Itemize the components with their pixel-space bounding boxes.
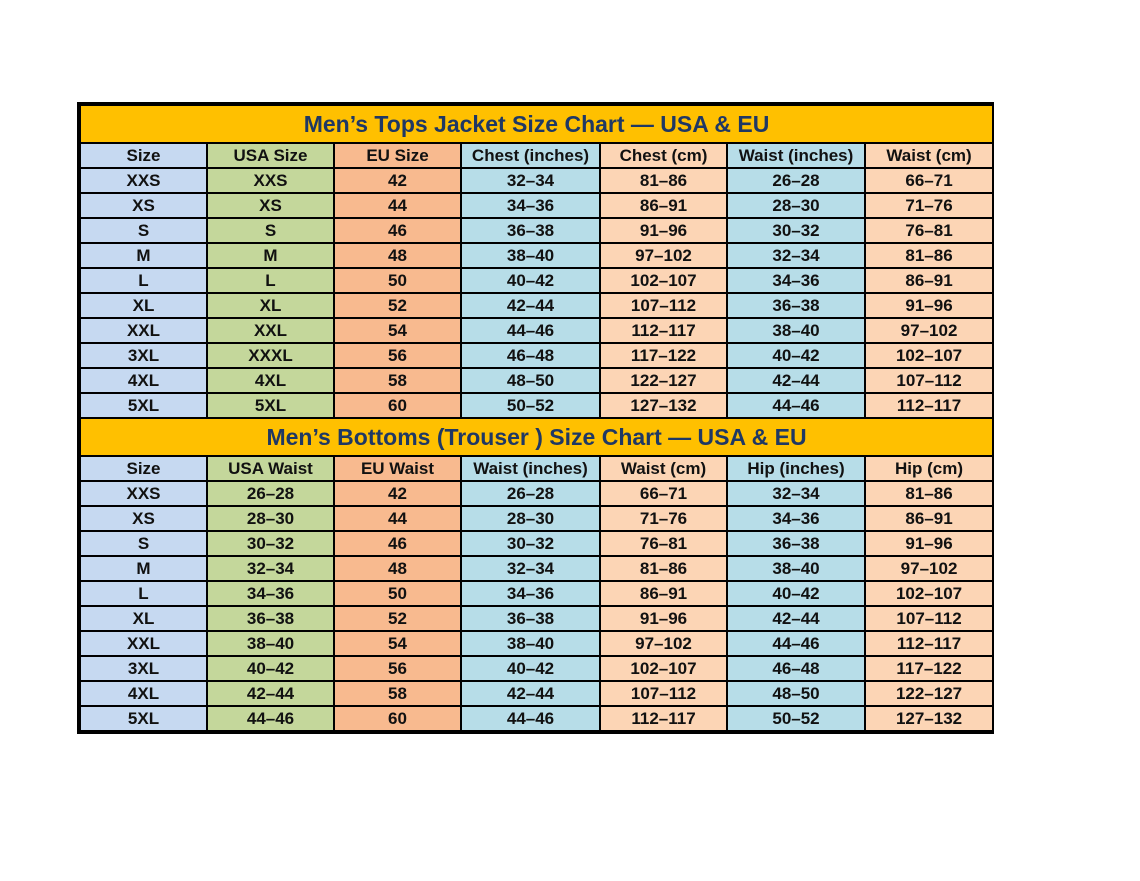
table-cell: 44–46 xyxy=(207,706,334,731)
table-cell: 44–46 xyxy=(461,318,600,343)
table-cell: S xyxy=(80,531,207,556)
table-cell: 50–52 xyxy=(727,706,865,731)
table-cell: XXXL xyxy=(207,343,334,368)
table-cell: M xyxy=(207,243,334,268)
table-cell: S xyxy=(207,218,334,243)
table-cell: 40–42 xyxy=(461,656,600,681)
table-cell: 86–91 xyxy=(865,268,993,293)
table-cell: 4XL xyxy=(207,368,334,393)
table-cell: 76–81 xyxy=(865,218,993,243)
table-cell: 81–86 xyxy=(600,556,727,581)
table-cell: 4XL xyxy=(80,681,207,706)
tops-chart-title: Men’s Tops Jacket Size Chart — USA & EU xyxy=(80,105,993,143)
table-cell: 60 xyxy=(334,393,461,418)
table-cell: XXL xyxy=(207,318,334,343)
table-cell: 38–40 xyxy=(461,631,600,656)
tops-column-header: USA Size xyxy=(207,143,334,168)
tops-column-header: Waist (cm) xyxy=(865,143,993,168)
table-cell: 40–42 xyxy=(727,581,865,606)
table-cell: 38–40 xyxy=(727,318,865,343)
table-cell: 86–91 xyxy=(865,506,993,531)
table-cell: XXS xyxy=(80,168,207,193)
tops-title-row xyxy=(80,105,993,143)
table-cell: 38–40 xyxy=(727,556,865,581)
table-cell: 48–50 xyxy=(461,368,600,393)
table-cell: 81–86 xyxy=(865,243,993,268)
table-cell: 40–42 xyxy=(727,343,865,368)
table-cell: 127–132 xyxy=(865,706,993,731)
table-cell: 30–32 xyxy=(461,531,600,556)
table-cell: M xyxy=(80,556,207,581)
table-row xyxy=(80,393,993,418)
table-cell: XL xyxy=(80,606,207,631)
table-cell: 34–36 xyxy=(727,506,865,531)
table-cell: 50 xyxy=(334,581,461,606)
table-cell: 5XL xyxy=(80,393,207,418)
table-row xyxy=(80,193,993,218)
tops-header-row xyxy=(80,143,993,168)
table-cell: 36–38 xyxy=(461,606,600,631)
table-cell: 42 xyxy=(334,481,461,506)
table-cell: 36–38 xyxy=(461,218,600,243)
table-cell: 102–107 xyxy=(865,343,993,368)
table-cell: 102–107 xyxy=(865,581,993,606)
table-cell: 46–48 xyxy=(727,656,865,681)
bottoms-column-header: EU Waist xyxy=(334,456,461,481)
table-cell: 112–117 xyxy=(600,318,727,343)
table-row xyxy=(80,706,993,731)
table-cell: 122–127 xyxy=(600,368,727,393)
table-cell: 42–44 xyxy=(207,681,334,706)
table-cell: 86–91 xyxy=(600,581,727,606)
table-cell: XXL xyxy=(80,631,207,656)
tops-column-header: Chest (inches) xyxy=(461,143,600,168)
table-cell: 34–36 xyxy=(461,193,600,218)
size-chart-sheet xyxy=(77,102,994,734)
table-cell: 81–86 xyxy=(865,481,993,506)
table-cell: 112–117 xyxy=(865,631,993,656)
table-cell: M xyxy=(80,243,207,268)
table-cell: 52 xyxy=(334,606,461,631)
bottoms-chart-title: Men’s Bottoms (Trouser ) Size Chart — USA & EU xyxy=(80,418,993,456)
table-cell: 46 xyxy=(334,218,461,243)
table-cell: 26–28 xyxy=(461,481,600,506)
table-cell: 34–36 xyxy=(461,581,600,606)
table-row xyxy=(80,343,993,368)
table-row xyxy=(80,631,993,656)
table-row xyxy=(80,506,993,531)
table-cell: 42–44 xyxy=(727,368,865,393)
table-cell: 48 xyxy=(334,556,461,581)
table-cell: 32–34 xyxy=(461,168,600,193)
table-cell: 122–127 xyxy=(865,681,993,706)
bottoms-column-header: Waist (cm) xyxy=(600,456,727,481)
table-cell: 38–40 xyxy=(207,631,334,656)
table-cell: 26–28 xyxy=(727,168,865,193)
table-cell: 34–36 xyxy=(727,268,865,293)
table-cell: 38–40 xyxy=(461,243,600,268)
table-cell: XS xyxy=(80,506,207,531)
table-cell: 91–96 xyxy=(600,606,727,631)
table-cell: 44 xyxy=(334,193,461,218)
table-cell: 34–36 xyxy=(207,581,334,606)
table-cell: 112–117 xyxy=(865,393,993,418)
table-row xyxy=(80,656,993,681)
table-cell: 117–122 xyxy=(865,656,993,681)
table-cell: 86–91 xyxy=(600,193,727,218)
table-cell: 107–112 xyxy=(865,368,993,393)
table-row xyxy=(80,293,993,318)
table-row xyxy=(80,606,993,631)
table-cell: 50 xyxy=(334,268,461,293)
table-cell: 56 xyxy=(334,343,461,368)
bottoms-column-header: USA Waist xyxy=(207,456,334,481)
table-cell: 32–34 xyxy=(461,556,600,581)
table-cell: 44–46 xyxy=(727,393,865,418)
table-cell: 66–71 xyxy=(865,168,993,193)
table-cell: 44–46 xyxy=(727,631,865,656)
table-cell: 56 xyxy=(334,656,461,681)
table-cell: 58 xyxy=(334,368,461,393)
table-cell: 3XL xyxy=(80,656,207,681)
table-cell: 42–44 xyxy=(461,681,600,706)
table-cell: 28–30 xyxy=(207,506,334,531)
table-cell: 36–38 xyxy=(727,293,865,318)
table-row xyxy=(80,681,993,706)
table-cell: XL xyxy=(207,293,334,318)
table-cell: 28–30 xyxy=(461,506,600,531)
table-row xyxy=(80,481,993,506)
table-cell: 48–50 xyxy=(727,681,865,706)
table-cell: 107–112 xyxy=(600,293,727,318)
table-cell: 44 xyxy=(334,506,461,531)
table-cell: 44–46 xyxy=(461,706,600,731)
table-cell: 97–102 xyxy=(600,243,727,268)
table-cell: 127–132 xyxy=(600,393,727,418)
table-cell: 71–76 xyxy=(865,193,993,218)
table-cell: 32–34 xyxy=(207,556,334,581)
table-cell: 40–42 xyxy=(461,268,600,293)
table-cell: 42 xyxy=(334,168,461,193)
table-cell: 112–117 xyxy=(600,706,727,731)
table-cell: L xyxy=(80,581,207,606)
table-cell: 91–96 xyxy=(865,293,993,318)
table-cell: 117–122 xyxy=(600,343,727,368)
tops-column-header: EU Size xyxy=(334,143,461,168)
table-cell: 60 xyxy=(334,706,461,731)
table-cell: 36–38 xyxy=(727,531,865,556)
table-cell: XXS xyxy=(80,481,207,506)
table-cell: 46–48 xyxy=(461,343,600,368)
tops-column-header: Waist (inches) xyxy=(727,143,865,168)
table-cell: 81–86 xyxy=(600,168,727,193)
table-cell: 42–44 xyxy=(461,293,600,318)
table-cell: 54 xyxy=(334,631,461,656)
table-row xyxy=(80,368,993,393)
table-cell: 71–76 xyxy=(600,506,727,531)
tops-column-header: Chest (cm) xyxy=(600,143,727,168)
bottoms-column-header: Hip (cm) xyxy=(865,456,993,481)
table-cell: S xyxy=(80,218,207,243)
table-row xyxy=(80,168,993,193)
table-cell: L xyxy=(80,268,207,293)
table-row xyxy=(80,556,993,581)
table-cell: 107–112 xyxy=(865,606,993,631)
table-cell: 91–96 xyxy=(600,218,727,243)
bottoms-column-header: Size xyxy=(80,456,207,481)
table-cell: 28–30 xyxy=(727,193,865,218)
bottoms-header-row xyxy=(80,456,993,481)
bottoms-title-row xyxy=(80,418,993,456)
size-chart-table xyxy=(79,104,994,732)
table-cell: XXL xyxy=(80,318,207,343)
table-cell: 102–107 xyxy=(600,268,727,293)
table-cell: 52 xyxy=(334,293,461,318)
table-cell: 26–28 xyxy=(207,481,334,506)
table-cell: 46 xyxy=(334,531,461,556)
table-cell: L xyxy=(207,268,334,293)
table-cell: 97–102 xyxy=(865,318,993,343)
table-cell: 97–102 xyxy=(600,631,727,656)
table-cell: 40–42 xyxy=(207,656,334,681)
table-cell: XS xyxy=(207,193,334,218)
table-cell: 107–112 xyxy=(600,681,727,706)
table-row xyxy=(80,243,993,268)
table-cell: XXS xyxy=(207,168,334,193)
table-cell: 3XL xyxy=(80,343,207,368)
table-cell: 30–32 xyxy=(727,218,865,243)
table-cell: 36–38 xyxy=(207,606,334,631)
table-cell: 5XL xyxy=(80,706,207,731)
bottoms-column-header: Hip (inches) xyxy=(727,456,865,481)
table-row xyxy=(80,531,993,556)
table-row xyxy=(80,318,993,343)
table-cell: 97–102 xyxy=(865,556,993,581)
table-cell: XS xyxy=(80,193,207,218)
table-cell: 50–52 xyxy=(461,393,600,418)
table-cell: 30–32 xyxy=(207,531,334,556)
table-cell: 4XL xyxy=(80,368,207,393)
tops-column-header: Size xyxy=(80,143,207,168)
table-cell: 5XL xyxy=(207,393,334,418)
table-row xyxy=(80,581,993,606)
table-cell: 76–81 xyxy=(600,531,727,556)
table-cell: 54 xyxy=(334,318,461,343)
table-cell: 66–71 xyxy=(600,481,727,506)
bottoms-column-header: Waist (inches) xyxy=(461,456,600,481)
table-cell: 32–34 xyxy=(727,243,865,268)
table-cell: 32–34 xyxy=(727,481,865,506)
table-cell: 48 xyxy=(334,243,461,268)
table-row xyxy=(80,268,993,293)
table-cell: XL xyxy=(80,293,207,318)
table-cell: 102–107 xyxy=(600,656,727,681)
table-row xyxy=(80,218,993,243)
table-cell: 58 xyxy=(334,681,461,706)
table-cell: 42–44 xyxy=(727,606,865,631)
table-cell: 91–96 xyxy=(865,531,993,556)
